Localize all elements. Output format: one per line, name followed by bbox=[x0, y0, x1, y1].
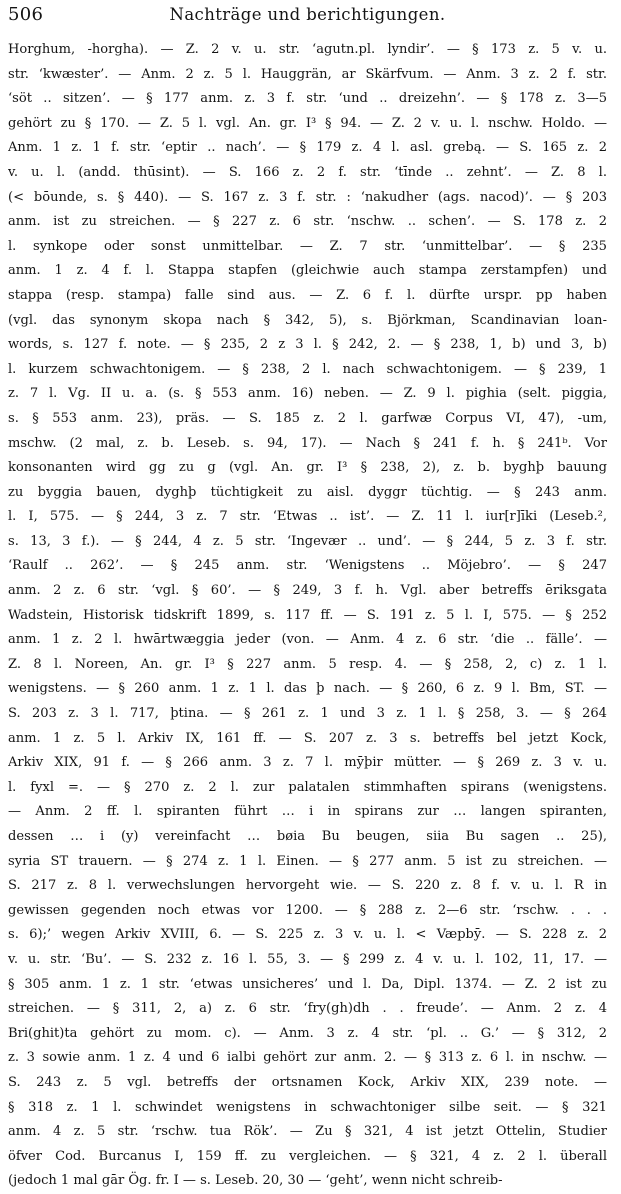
text-line: streichen. — § 311, 2, a) z. 6 str. ‘fry(gh)dh . . freude’. — Anm. 2 z. 4 bbox=[8, 1001, 607, 1017]
text-line: S. 203 z. 3 l. 717, þtina. — § 261 z. 1 und 3 z. 1 l. § 258, 3. — § 264 bbox=[8, 706, 607, 722]
text-line: gewissen gegenden noch etwas vor 1200. — § 288 z. 2—6 str. ‘rschw. . . . bbox=[8, 902, 607, 918]
text-line: str. ‘kwæster’. — Anm. 2 z. 5 l. Hauggrän, ar Skärfvum. — Anm. 3 z. 2 f. str. bbox=[8, 66, 607, 82]
text-line: gehört zu § 170. — Z. 5 l. vgl. An. gr. I³ § 94. — Z. 2 v. u. l. nschw. Holdo. — bbox=[8, 115, 607, 131]
text-line: dessen … i (y) vereinfacht … bøia Bu beugen, siia Bu sagen .. 25), bbox=[8, 829, 607, 844]
body-text bbox=[8, 38, 607, 1194]
text-line: syria ST trauern. — § 274 z. 1 l. Einen. — § 277 anm. 5 ist zu streichen. — bbox=[8, 853, 607, 869]
running-header bbox=[8, 4, 607, 28]
text-line: (jedoch 1 mal gār Ög. fr. I — s. Leseb. 20, 30 — ‘geht’, wenn nicht schreib- bbox=[8, 1173, 503, 1189]
page-number: 506 bbox=[8, 4, 44, 25]
text-line: anm. 1 z. 5 l. Arkiv IX, 161 ff. — S. 207 z. 3 s. betreffs bel jetzt Kock, bbox=[8, 730, 607, 746]
text-line: anm. 1 z. 4 f. l. Stappa stapfen (gleichwie auch stampa zerstampfen) und bbox=[8, 263, 607, 279]
text-line: Bri(ghit)ta gehört zu mom. c). — Anm. 3 z. 4 str. ‘pl. .. G.’ — § 312, 2 bbox=[8, 1025, 607, 1041]
text-line: (vgl. das synonym skopa nach § 342, 5), s. Björkman, Scandinavian loan- bbox=[8, 312, 607, 328]
text-line: z. 3 sowie anm. 1 z. 4 und 6 ialbi gehört zur anm. 2. — § 313 z. 6 l. in nschw. — bbox=[8, 1050, 607, 1066]
text-line: mschw. (2 mal, z. b. Leseb. s. 94, 17). — Nach § 241 f. h. § 241ᵇ. Vor bbox=[8, 435, 607, 451]
text-line: zu byggia bauen, dyghþ tüchtigkeit zu aisl. dyggr tüchtig. — § 243 anm. bbox=[8, 484, 607, 500]
text-line: Arkiv XIX, 91 f. — § 266 anm. 3 z. 7 l. mȳþir mütter. — § 269 z. 3 v. u. bbox=[8, 755, 607, 771]
text-line: v. u. l. (andd. thūsint). — S. 166 z. 2 f. str. ‘tīnde .. zehnt’. — Z. 8 l. bbox=[8, 164, 607, 180]
text-line: — Anm. 2 ff. l. spiranten führt … i in spirans zur … langen spiranten, bbox=[8, 804, 607, 820]
text-line: anm. ist zu streichen. — § 227 z. 6 str. ‘nschw. .. schen’. — S. 178 z. 2 bbox=[8, 214, 607, 230]
text-line: s. § 553 anm. 23), präs. — S. 185 z. 2 l. garfwæ Corpus VI, 47), -um, bbox=[8, 410, 607, 426]
text-line: S. 217 z. 8 l. verwechslungen hervorgeht wie. — S. 220 z. 8 f. v. u. l. R in bbox=[8, 878, 607, 894]
text-line: l. fyxl =. — § 270 z. 2 l. zur palatalen stimmhaften spirans (wenigstens. bbox=[8, 779, 607, 795]
text-line: z. 7 l. Vg. II u. a. (s. § 553 anm. 16) neben. — Z. 9 l. pighia (selt. piggia, bbox=[8, 386, 607, 402]
text-line: anm. 4 z. 5 str. ‘rschw. tua Rök’. — Zu § 321, 4 ist jetzt Ottelin, Studier bbox=[8, 1124, 607, 1140]
text-line: (< bōunde, s. § 440). — S. 167 z. 3 f. str. : ‘nakudher (ags. nacod)’. — § 203 bbox=[8, 189, 607, 205]
page-header-title: Nachträge und berichtigungen. bbox=[169, 5, 446, 24]
text-line: ‘söt .. sitzen’. — § 177 anm. z. 3 f. str. ‘und .. dreizehn’. — § 178 z. 3—5 bbox=[8, 91, 607, 107]
text-line: Wadstein, Historisk tidskrift 1899, s. 117 ff. — S. 191 z. 5 l. I, 575. — § 252 bbox=[8, 607, 607, 623]
text-line: s. 6);’ wegen Arkiv XVIII, 6. — S. 225 z. 3 v. u. l. < Væpbȳ. — S. 228 z. 2 bbox=[8, 927, 607, 943]
text-line: anm. 1 z. 2 l. hwārtwæggia jeder (von. — Anm. 4 z. 6 str. ‘die .. fälle’. — bbox=[8, 632, 607, 648]
text-line: Anm. 1 z. 1 f. str. ‘eptir .. nach’. — § 179 z. 4 l. asl. grebą. — S. 165 z. 2 bbox=[8, 140, 607, 156]
text-line: § 318 z. 1 l. schwindet wenigstens in schwachtoniger silbe seit. — § 321 bbox=[8, 1099, 607, 1115]
text-line: konsonanten wird gg zu g (vgl. An. gr. I³ § 238, 2), z. b. byghþ bauung bbox=[8, 460, 607, 476]
text-line: ‘Raulf .. 262’. — § 245 anm. str. ‘Wenigstens .. Möjebro’. — § 247 bbox=[8, 558, 607, 574]
text-line: l. synkope oder sonst unmittelbar. — Z. 7 str. ‘unmittelbar’. — § 235 bbox=[8, 238, 607, 254]
text-line: anm. 2 z. 6 str. ‘vgl. § 60’. — § 249, 3 f. h. Vgl. aber betreffs ēriksgata bbox=[8, 583, 607, 599]
text-line: öfver Cod. Burcanus I, 159 ff. zu vergleichen. — § 321, 4 z. 2 l. überall bbox=[8, 1148, 607, 1164]
text-line: S. 243 z. 5 vgl. betreffs der ortsnamen Kock, Arkiv XIX, 239 note. — bbox=[8, 1074, 607, 1090]
text-line: l. kurzem schwachtonigem. — § 238, 2 l. nach schwachtonigem. — § 239, 1 bbox=[8, 361, 607, 377]
text-line: wenigstens. — § 260 anm. 1 z. 1 l. das þ nach. — § 260, 6 z. 9 l. Bm, ST. — bbox=[8, 681, 607, 697]
text-line: Z. 8 l. Noreen, An. gr. I³ § 227 anm. 5 resp. 4. — § 258, 2, c) z. 1 l. bbox=[8, 656, 607, 672]
text-line: l. I, 575. — § 244, 3 z. 7 str. ‘Etwas .. ist’. — Z. 11 l. iur[r]īki (Leseb.², bbox=[8, 509, 607, 525]
text-line: stappa (resp. stampa) falle sind aus. — Z. 6 f. l. dürfte urspr. pp haben bbox=[8, 287, 607, 303]
text-line: words, s. 127 f. note. — § 235, 2 z 3 l. § 242, 2. — § 238, 1, b) und 3, b) bbox=[8, 337, 607, 353]
text-line: v. u. str. ‘Bu’. — S. 232 z. 16 l. 55, 3. — § 299 z. 4 v. u. l. 102, 11, 17. — bbox=[8, 951, 607, 967]
text-line: § 305 anm. 1 z. 1 str. ‘etwas unsicheres’ und l. Da, Dipl. 1374. — Z. 2 ist zu bbox=[8, 976, 607, 992]
text-line: s. 13, 3 f.). — § 244, 4 z. 5 str. ‘Ingevær .. und’. — § 244, 5 z. 3 f. str. bbox=[8, 533, 607, 549]
text-line: Horghum, -horgha). — Z. 2 v. u. str. ‘agutn.pl. lyndir’. — § 173 z. 5 v. u. bbox=[8, 42, 607, 57]
